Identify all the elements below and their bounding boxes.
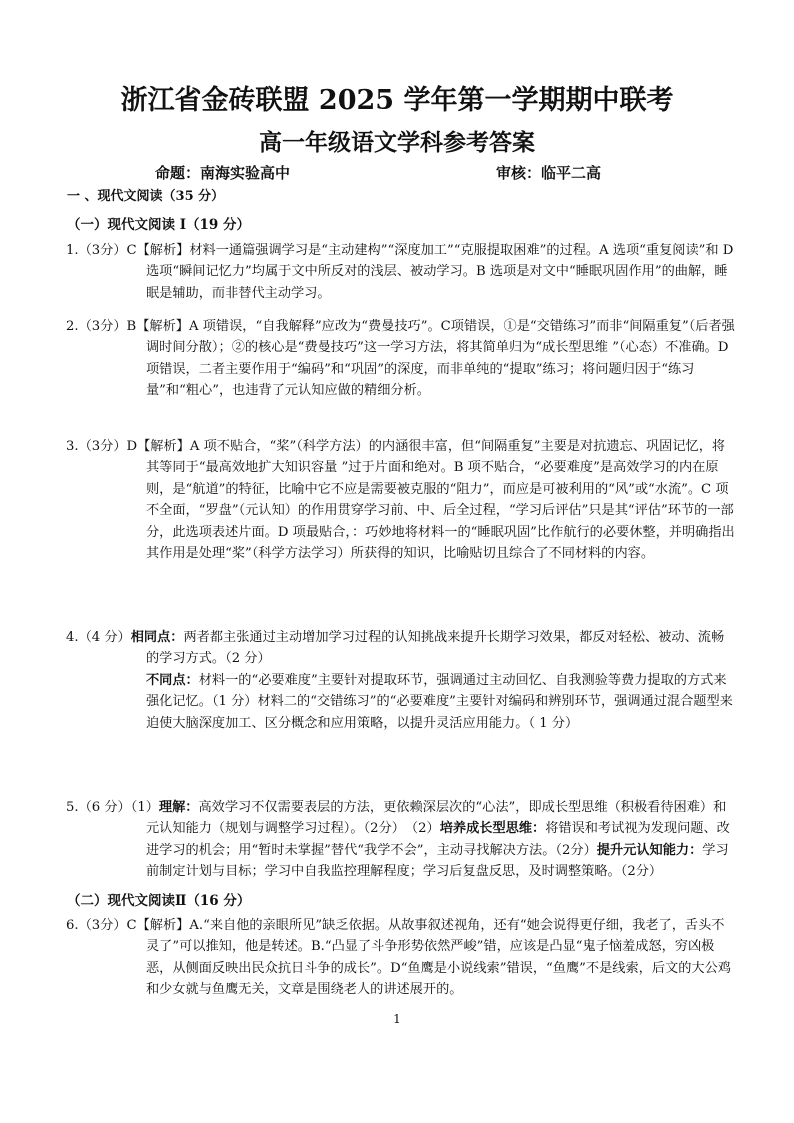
question-5-part-1: （1） <box>130 800 159 815</box>
understanding-text: 高效学习不仅需要表层的方法，更依赖深层次的“心法”，即成长型思维（积极看待困难）和元认知能力（规划与调整学习过程）。（2分） （2） <box>146 800 727 837</box>
diff-point-label: 不同点： <box>146 672 199 688</box>
page-number: 1 <box>393 1012 401 1026</box>
understanding-label: 理解： <box>158 800 199 815</box>
section-heading-1: 一 、现代文阅读（35 分） <box>67 189 225 204</box>
exam-title: 浙江省金砖联盟 2025 学年第一学期期中联考 <box>120 85 674 116</box>
question-3-text: A 项不贴合，“桨”（科学方法）的内涵很丰富，但“间隔重复”主要是对抗遗忘、巩固记忆，将其等同于“最高效地扩大知识容量 ”过于片面和绝对。B 项不贴合，“必要难度”是高效学习的内在原则，是“航道”的特征，比喻中它不应是需要被克服的“阻力”，而应是可被利用的“风”或“水流”。C 项不全面，“罗盘”（元认知）的作用贯穿学习前、中、后全过程，“学习后评估”只是其“评估”环节的一部分，此选项表述片面。D 项最贴合，：巧妙地将材料一的“睡眠巩固”比作航行的必要休整，并明确指出其作用是处理“桨”（科学方法学习）所获得的知识，比喻贴切且综合了不同材料的内容。 <box>146 439 735 562</box>
question-1 <box>66 240 736 304</box>
question-3 <box>66 436 736 564</box>
subsection-heading-1: （一）现代文阅读 Ⅰ（19 分） <box>67 217 251 233</box>
question-6-text: A.“来自他的亲眼所见”缺乏依据。从故事叙述视角，还有“她会说得更仔细，我老了，舌头不灵了”可以推知，他是转述。B.“凸显了斗争形势依然严峻”错，应该是凸显“鬼子恼羞成怒，穷凶极恶，从侧面反映出民众抗日斗争的成长”。D“鱼鹰是小说线索”错误，“鱼鹰”不是线索，后文的大公鸡和少女就与鱼鹰无关，文章是围绕老人的讲述展开的。 <box>146 918 731 998</box>
same-point-text: 两者都主张通过主动增加学习过程的认知挑战来提升长期学习效果，都反对轻松、被动、流畅的学习方式。（2 分） <box>146 630 725 667</box>
author-label: 命题：南海实验高中 <box>155 164 291 182</box>
question-3-prefix: 3.（3分）D【解析】 <box>66 439 190 454</box>
growth-mindset-text: 将错误和考试视为发现问题、改进学习的机会；用“暂时未掌握”替代“我学不会”，主动寻找解决方法。（2分） <box>146 821 730 858</box>
growth-mindset-label: 培养成长型思维： <box>439 821 546 837</box>
question-4-prefix: 4.（4 分） <box>66 630 131 645</box>
metacognition-text: 学习前制定计划与目标；学习中自我监控理解程度；学习后复盘反思，及时调整策略。（2分） <box>146 842 729 880</box>
question-2-text: A 项错误，“自我解释”应改为“费曼技巧”。C项错误，①是“交错练习”而非“间隔重复”（后者强调时间分散）；②的核心是“费曼技巧”这一学习方法，将其简单归为“成长型思维 ”（心态）不准确。D项错误，二者主要作用于“编码”和“巩固”的深度，而非单纯的“提取”练习；将问题归因于“练习量”和“粗心”，也违背了元认知应做的精细分析。 <box>146 319 735 399</box>
question-4 <box>66 627 736 734</box>
diff-point-text: 材料一的“必要难度”主要针对提取环节，强调通过主动回忆、自我测验等费力提取的方式来强化记忆。（1 分）材料二的“交错练习”的“必要难度”主要针对编码和辨别环节，强调通过混合题型来迫使大脑深度加工、区分概念和应用策略，以提升灵活应用能力。（ 1 分） <box>146 672 733 731</box>
question-5 <box>66 797 736 883</box>
question-2 <box>66 316 736 402</box>
same-point-label: 相同点： <box>130 630 184 645</box>
question-6-prefix: 6.（3分）C【解析】 <box>66 918 190 933</box>
question-2-prefix: 2.（3分）B【解析】 <box>66 319 189 334</box>
question-5-prefix: 5.（6 分） <box>66 800 131 815</box>
question-6 <box>66 915 736 1001</box>
answer-key-subtitle: 高一年级语文学科参考答案 <box>259 129 535 156</box>
metacognition-label: 提升元认知能力： <box>596 842 703 858</box>
subsection-heading-2: （二）现代文阅读Ⅱ（16 分） <box>67 893 251 909</box>
question-1-text: 材料一通篇强调学习是“主动建构”“深度加工”“克服提取困难”的过程。A 选项“重复阅读”和 D 选项“瞬间记忆力”均属于文中所反对的浅层、被动学习。B 选项是对文中“睡眠巩固作用”的曲解，睡眠是辅助，而非替代主动学习。 <box>146 243 734 301</box>
reviewer-label: 审核：临平二高 <box>496 164 602 182</box>
question-1-prefix: 1.（3分）C【解析】 <box>66 243 190 258</box>
